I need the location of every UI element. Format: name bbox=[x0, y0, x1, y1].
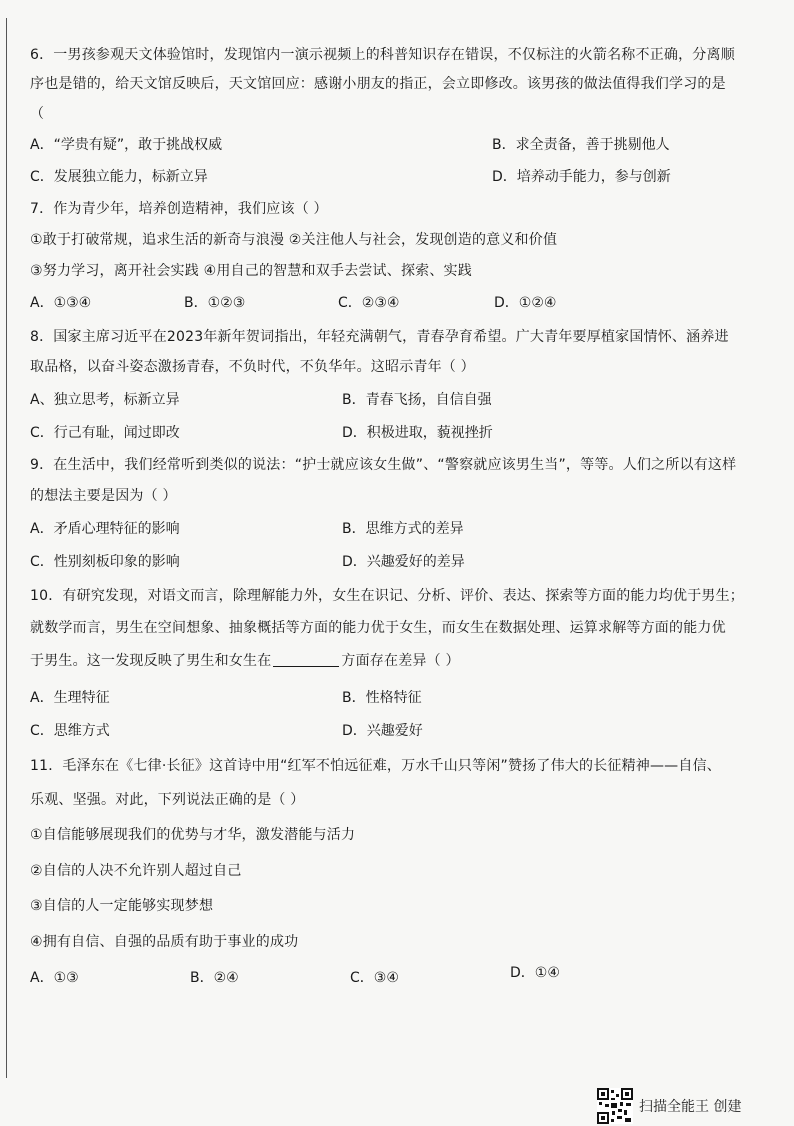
q7-option-c: C．②③④ bbox=[338, 295, 400, 311]
scanner-watermark bbox=[597, 1086, 741, 1126]
q10-option-a: A．生理特征 bbox=[30, 690, 110, 706]
q11-statement-1: ①自信能够展现我们的优势与才华，激发潜能与活力 bbox=[30, 827, 356, 843]
q7-stem-line-3: ③努力学习，离开社会实践 ④用自己的智慧和双手去尝试、探索、实践 bbox=[30, 263, 472, 279]
q10-stem-line-2: 就数学而言，男生在空间想象、抽象概括等方面的能力优于女生，而女生在数据处理、运算求解等方面的能力优 bbox=[30, 620, 726, 636]
q6-stem-line-3: （ bbox=[30, 106, 45, 122]
q8-option-c: C．行己有耻，闻过即改 bbox=[30, 425, 180, 441]
q9-option-a: A．矛盾心理特征的影响 bbox=[30, 521, 180, 537]
q6-option-b: B．求全责备，善于挑剔他人 bbox=[492, 137, 670, 153]
q8-option-a: A、独立思考，标新立异 bbox=[30, 392, 180, 408]
q11-option-c: C．③④ bbox=[350, 970, 399, 986]
q6-option-a: A．“学贵有疑”，敢于挑战权威 bbox=[30, 137, 223, 153]
q10-fill-blank bbox=[273, 652, 339, 667]
q6-stem-line-2: 序也是错的，给天文馆反映后，天文馆回应：感谢小朋友的指正，会立即修改。该男孩的做法值得我们学习的是 bbox=[30, 76, 726, 92]
q10-stem-line-3 bbox=[30, 652, 460, 670]
q6-stem-line-1: 6．一男孩参观天文体验馆时，发现馆内一演示视频上的科普知识存在错误，不仅标注的火箭名称不正确，分离顺 bbox=[30, 47, 735, 63]
q7-option-d: D．①②④ bbox=[494, 295, 557, 311]
qr-code-icon bbox=[597, 1088, 633, 1124]
q10-stem-text-after-blank: 方面存在差异（ ） bbox=[341, 653, 460, 669]
q11-option-a: A．①③ bbox=[30, 970, 79, 986]
q11-option-b: B．②④ bbox=[190, 970, 239, 986]
q10-stem-line-1: 10．有研究发现，对语文而言，除理解能力外，女生在识记、分析、评价、表达、探索等方面的能力均优于男生； bbox=[30, 588, 745, 604]
q9-option-c: C．性别刻板印象的影响 bbox=[30, 554, 180, 570]
q10-stem-text-before-blank: 于男生。这一发现反映了男生和女生在 bbox=[30, 653, 272, 669]
q7-stem-line-2: ①敢于打破常规，追求生活的新奇与浪漫 ②关注他人与社会，发现创造的意义和价值 bbox=[30, 232, 558, 248]
q9-stem-line-2: 的想法主要是因为（ ） bbox=[30, 488, 177, 504]
q10-option-c: C．思维方式 bbox=[30, 723, 110, 739]
q11-statement-4: ④拥有自信、自强的品质有助于事业的成功 bbox=[30, 934, 299, 950]
q8-stem-line-2: 取品格，以奋斗姿态激扬青春，不负时代，不负华年。这昭示青年（ ） bbox=[30, 359, 475, 375]
q6-option-c: C．发展独立能力，标新立异 bbox=[30, 169, 208, 185]
q11-statement-2: ②自信的人决不允许别人超过自己 bbox=[30, 863, 242, 879]
q6-option-d: D．培养动手能力，参与创新 bbox=[492, 169, 671, 185]
q7-option-b: B．①②③ bbox=[184, 295, 246, 311]
q11-statement-3: ③自信的人一定能够实现梦想 bbox=[30, 898, 214, 914]
watermark-text: 扫描全能王 创建 bbox=[639, 1099, 742, 1115]
q7-option-a: A．①③④ bbox=[30, 295, 92, 311]
q9-option-b: B．思维方式的差异 bbox=[342, 521, 464, 537]
q9-option-d: D．兴趣爱好的差异 bbox=[342, 554, 465, 570]
q8-stem-line-1: 8．国家主席习近平在2023年新年贺词指出，年轻充满朝气，青春孕育希望。广大青年要厚植家国情怀、涵养进 bbox=[30, 329, 729, 345]
q11-stem-line-2: 乐观、坚强。对此，下列说法正确的是（ ） bbox=[30, 792, 305, 808]
q11-stem-line-1: 11．毛泽东在《七律·长征》这首诗中用“红军不怕远征难，万水千山只等闲”赞扬了伟大的长征精神——自信、 bbox=[30, 758, 721, 774]
q9-stem-line-1: 9．在生活中，我们经常听到类似的说法：“护士就应该女生做”、“警察就应该男生当”，等等。人们之所以有这样 bbox=[30, 457, 737, 473]
q10-option-b: B．性格特征 bbox=[342, 690, 422, 706]
q10-option-d: D．兴趣爱好 bbox=[342, 723, 423, 739]
q8-option-d: D．积极进取，藐视挫折 bbox=[342, 425, 493, 441]
q8-option-b: B．青春飞扬，自信自强 bbox=[342, 392, 492, 408]
margin-line bbox=[6, 18, 7, 1078]
q7-stem-line-1: 7．作为青少年，培养创造精神，我们应该（ ） bbox=[30, 201, 328, 217]
q11-option-d: D．①④ bbox=[510, 965, 560, 981]
